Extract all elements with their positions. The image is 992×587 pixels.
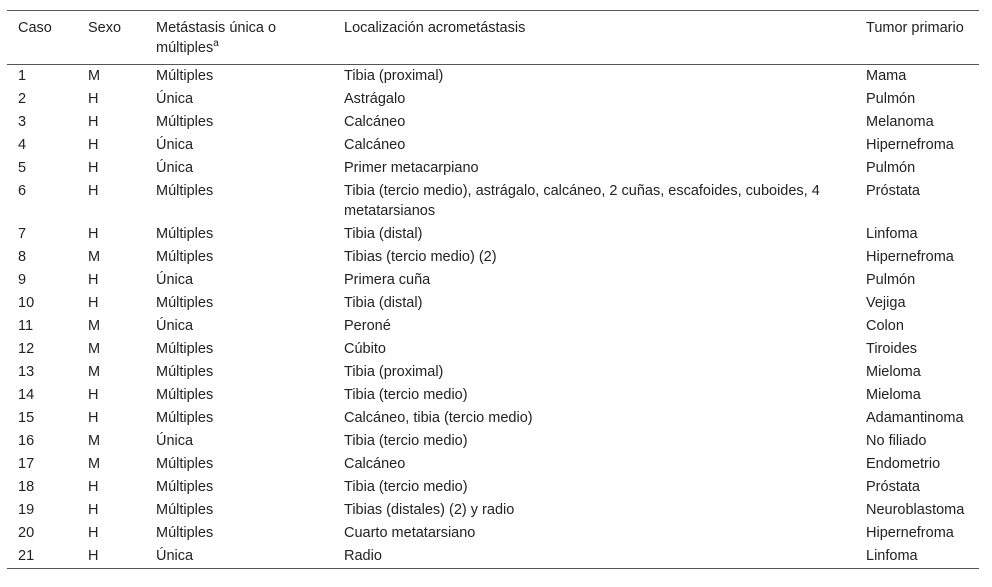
table-header xyxy=(7,11,979,65)
header-tumor-primario: Tumor primario xyxy=(862,11,979,65)
table-row xyxy=(7,180,979,223)
cell-caso: 11 xyxy=(18,318,34,334)
footnote-marker: a xyxy=(213,38,219,50)
table-row xyxy=(7,430,979,453)
cell-localizacion: Tibia (tercio medio) xyxy=(344,479,468,495)
cell-metastasis: Múltiples xyxy=(156,364,214,380)
cell-localizacion: Tibia (tercio medio) xyxy=(344,433,468,449)
cell-sexo: M xyxy=(88,68,101,84)
cell-caso: 10 xyxy=(18,295,35,311)
cell-caso: 2 xyxy=(18,91,27,107)
cell-localizacion: Tibias (distales) (2) y radio xyxy=(344,502,515,518)
cell-sexo: M xyxy=(88,433,101,449)
cell-localizacion: Calcáneo xyxy=(344,137,406,153)
cell-metastasis: Múltiples xyxy=(156,525,214,541)
cell-metastasis: Múltiples xyxy=(156,295,214,311)
cell-metastasis: Múltiples xyxy=(156,183,214,199)
cell-sexo: H xyxy=(88,160,99,176)
cell-tumor-primario: Linfoma xyxy=(862,545,979,569)
cell-sexo: H xyxy=(88,272,99,288)
cell-metastasis: Múltiples xyxy=(156,410,214,426)
cell-sexo: M xyxy=(88,318,101,334)
cell-caso: 9 xyxy=(18,272,27,288)
cell-caso: 17 xyxy=(18,456,35,472)
cell-caso: 16 xyxy=(18,433,35,449)
cell-tumor-primario: No filiado xyxy=(866,433,927,449)
acrometastasis-table xyxy=(7,10,979,569)
cell-sexo: H xyxy=(84,545,152,569)
cell-tumor-primario: Hipernefroma xyxy=(866,137,954,153)
cell-metastasis: Múltiples xyxy=(156,114,214,130)
cell-tumor-primario: Mieloma xyxy=(866,387,921,403)
cell-caso: 15 xyxy=(18,410,35,426)
table-row xyxy=(7,545,979,569)
table-row xyxy=(7,407,979,430)
cell-metastasis: Múltiples xyxy=(156,341,214,357)
cell-sexo: H xyxy=(88,410,99,426)
cell-localizacion: Calcáneo xyxy=(344,456,406,472)
cell-caso: 14 xyxy=(18,387,35,403)
cell-localizacion: Cúbito xyxy=(344,341,386,357)
cell-tumor-primario: Hipernefroma xyxy=(866,525,954,541)
cell-sexo: H xyxy=(88,295,99,311)
cell-localizacion: Tibia (distal) xyxy=(344,295,423,311)
cell-sexo: H xyxy=(88,226,99,242)
cell-metastasis: Única xyxy=(156,137,194,153)
cell-tumor-primario: Próstata xyxy=(866,479,920,495)
cell-sexo: H xyxy=(88,137,99,153)
cell-sexo: M xyxy=(88,249,101,265)
table-body xyxy=(7,65,979,569)
cell-tumor-primario: Tiroides xyxy=(866,341,918,357)
cell-sexo: H xyxy=(88,502,99,518)
table-row xyxy=(7,338,979,361)
header-localizacion: Localización acrometástasis xyxy=(340,11,862,65)
cell-metastasis: Múltiples xyxy=(156,502,214,518)
cell-tumor-primario: Pulmón xyxy=(866,272,916,288)
cell-metastasis: Múltiples xyxy=(156,456,214,472)
header-row xyxy=(7,11,979,65)
table-row xyxy=(7,499,979,522)
cell-sexo: H xyxy=(88,525,99,541)
data-table-container xyxy=(7,10,979,569)
cell-tumor-primario: Hipernefroma xyxy=(866,249,954,265)
cell-localizacion: Peroné xyxy=(344,318,391,334)
cell-tumor-primario: Vejiga xyxy=(866,295,906,311)
cell-caso: 20 xyxy=(18,525,35,541)
cell-localizacion: Astrágalo xyxy=(344,91,406,107)
header-metastasis-label: Metástasis única o múltiples xyxy=(156,20,277,56)
cell-sexo: H xyxy=(88,114,99,130)
table-row xyxy=(7,111,979,134)
cell-caso: 7 xyxy=(18,226,27,242)
table-row xyxy=(7,453,979,476)
cell-metastasis: Múltiples xyxy=(156,387,214,403)
cell-metastasis: Única xyxy=(156,433,194,449)
cell-sexo: H xyxy=(88,183,99,199)
cell-metastasis: Múltiples xyxy=(156,68,214,84)
cell-caso: 6 xyxy=(18,183,27,199)
table-row xyxy=(7,223,979,246)
header-metastasis xyxy=(152,11,340,65)
cell-tumor-primario: Endometrio xyxy=(866,456,941,472)
table-row xyxy=(7,65,979,89)
cell-caso: 3 xyxy=(18,114,27,130)
cell-caso: 8 xyxy=(18,249,27,265)
cell-metastasis: Única xyxy=(152,545,340,569)
cell-sexo: H xyxy=(88,91,99,107)
cell-tumor-primario: Próstata xyxy=(866,183,920,199)
cell-localizacion: Tibia (tercio medio), astrágalo, calcáneo, 2 cuñas, escafoides, cuboides, 4 metatarsianos xyxy=(344,183,820,219)
cell-sexo: M xyxy=(88,364,101,380)
table-row xyxy=(7,246,979,269)
cell-localizacion: Primera cuña xyxy=(344,272,431,288)
cell-metastasis: Única xyxy=(156,160,194,176)
cell-tumor-primario: Melanoma xyxy=(866,114,934,130)
cell-caso: 1 xyxy=(18,68,27,84)
cell-localizacion: Tibia (proximal) xyxy=(344,68,444,84)
cell-caso: 12 xyxy=(18,341,35,357)
cell-caso: 19 xyxy=(18,502,35,518)
cell-caso: 21 xyxy=(7,545,84,569)
cell-tumor-primario: Pulmón xyxy=(866,160,916,176)
cell-tumor-primario: Colon xyxy=(866,318,904,334)
cell-localizacion: Tibia (proximal) xyxy=(344,364,444,380)
cell-tumor-primario: Adamantinoma xyxy=(866,410,964,426)
cell-localizacion: Calcáneo, tibia (tercio medio) xyxy=(344,410,533,426)
cell-localizacion: Cuarto metatarsiano xyxy=(344,525,476,541)
table-row xyxy=(7,134,979,157)
table-row xyxy=(7,157,979,180)
cell-sexo: M xyxy=(88,456,101,472)
cell-localizacion: Tibia (distal) xyxy=(344,226,423,242)
table-row xyxy=(7,269,979,292)
cell-localizacion: Primer metacarpiano xyxy=(344,160,479,176)
cell-metastasis: Única xyxy=(156,272,194,288)
cell-caso: 5 xyxy=(18,160,27,176)
cell-metastasis: Única xyxy=(156,91,194,107)
table-row xyxy=(7,361,979,384)
table-row xyxy=(7,292,979,315)
table-row xyxy=(7,522,979,545)
cell-tumor-primario: Neuroblastoma xyxy=(866,502,965,518)
cell-localizacion: Tibia (tercio medio) xyxy=(344,387,468,403)
table-row xyxy=(7,315,979,338)
cell-tumor-primario: Pulmón xyxy=(866,91,916,107)
cell-metastasis: Múltiples xyxy=(156,226,214,242)
cell-caso: 4 xyxy=(18,137,27,153)
cell-sexo: H xyxy=(88,479,99,495)
cell-caso: 13 xyxy=(18,364,35,380)
cell-sexo: H xyxy=(88,387,99,403)
table-row xyxy=(7,384,979,407)
cell-localizacion: Calcáneo xyxy=(344,114,406,130)
cell-localizacion: Radio xyxy=(340,545,862,569)
cell-caso: 18 xyxy=(18,479,35,495)
cell-metastasis: Única xyxy=(156,318,194,334)
cell-tumor-primario: Linfoma xyxy=(866,226,918,242)
cell-metastasis: Múltiples xyxy=(156,479,214,495)
table-row xyxy=(7,476,979,499)
header-sexo: Sexo xyxy=(84,11,152,65)
cell-tumor-primario: Mieloma xyxy=(866,364,921,380)
cell-tumor-primario: Mama xyxy=(866,68,907,84)
cell-sexo: M xyxy=(88,341,101,357)
table-row xyxy=(7,88,979,111)
header-caso: Caso xyxy=(7,11,84,65)
cell-metastasis: Múltiples xyxy=(156,249,214,265)
cell-localizacion: Tibias (tercio medio) (2) xyxy=(344,249,497,265)
